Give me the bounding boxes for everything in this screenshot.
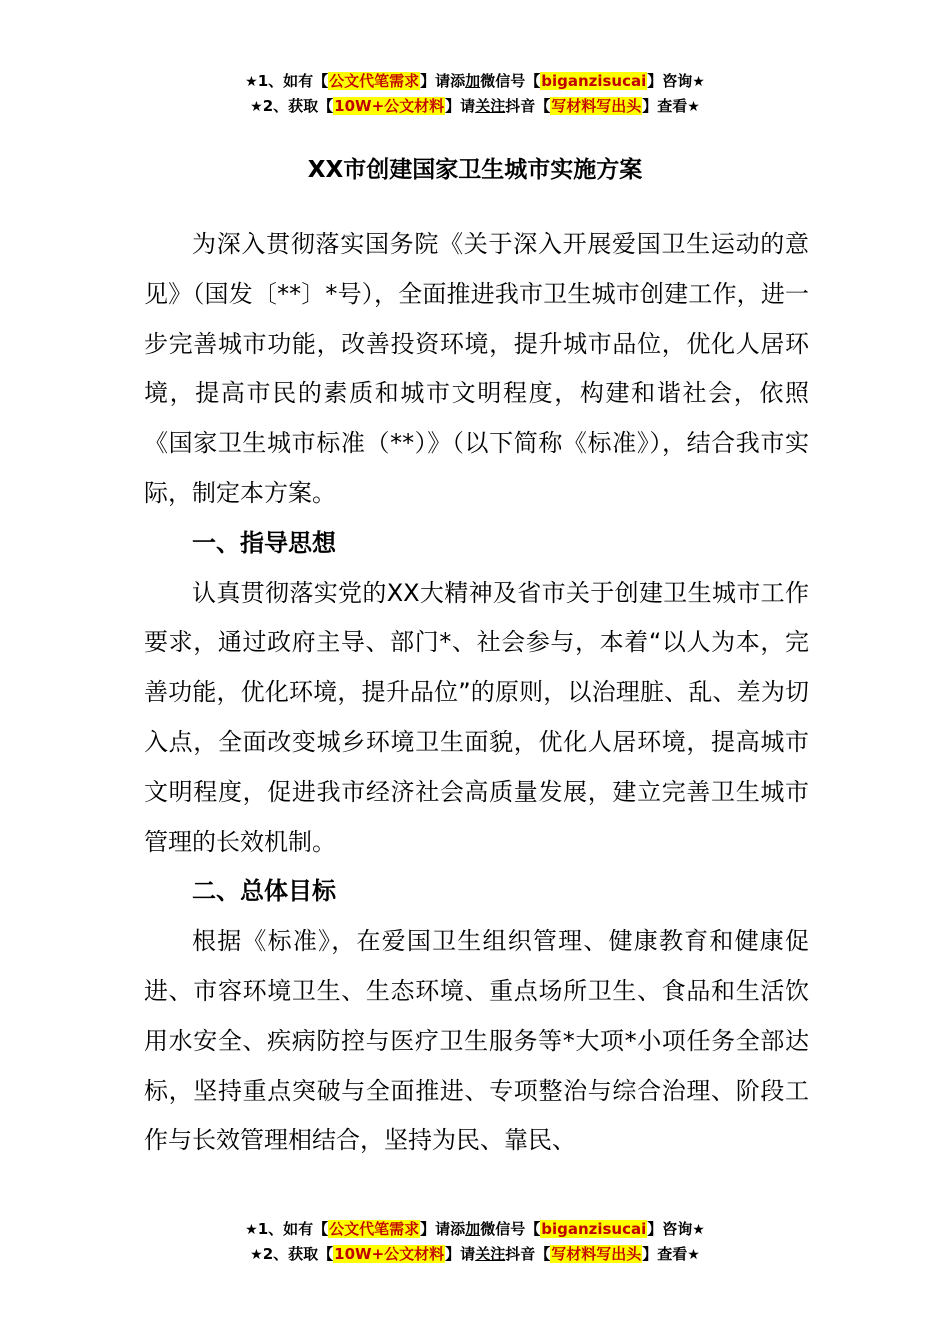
banner-underlined: 关注 (475, 97, 506, 115)
banner-highlight: biganzisucai (541, 1220, 647, 1238)
section-paragraph-1: 认真贯彻落实党的XX大精神及省市关于创建卫生城市工作要求，通过政府主导、部门*、社会参与，本着“以人为本，完善功能，优化环境，提升品位”的原则，以治理脏、乱、差为切入点，全面改变城乡环境卫生面貌，优化人居环境，提高城市文明程度，促进我市经济社会高质量发展，建立完善卫生城市管理的长效机制。 (144, 578, 809, 856)
banner-text: 1、如有【 (257, 72, 329, 90)
banner-highlight: 10W+公文材料 (334, 1245, 445, 1263)
banner-underlined: 加 (465, 72, 481, 90)
star-icon: ★ (692, 1222, 705, 1238)
star-icon: ★ (692, 74, 705, 90)
banner-highlight: biganzisucai (541, 72, 647, 90)
banner-text: 抖音【 (505, 97, 551, 115)
footer-banner (0, 1217, 950, 1267)
banner-text: 】请 (445, 97, 476, 115)
document-title: XX市创建国家卫生城市实施方案 (307, 157, 643, 183)
banner-highlight: 公文代笔需求 (329, 1220, 420, 1238)
banner-line-2 (0, 1242, 950, 1267)
banner-text: 】请添 (420, 1220, 466, 1238)
banner-text: 2、获取【 (262, 97, 334, 115)
section-heading-1: 一、指导思想 (192, 528, 336, 557)
banner-line-1 (0, 69, 950, 94)
star-icon: ★ (245, 74, 258, 90)
banner-text: 】请添 (420, 72, 466, 90)
star-icon: ★ (245, 1222, 258, 1238)
document-body (144, 220, 809, 1166)
banner-text: 1、如有【 (257, 1220, 329, 1238)
banner-line-1 (0, 1217, 950, 1242)
banner-underlined: 关注 (475, 1245, 506, 1263)
banner-highlight: 公文代笔需求 (329, 72, 420, 90)
banner-highlight: 写材料写出头 (551, 97, 642, 115)
intro-paragraph: 为深入贯彻落实国务院《关于深入开展爱国卫生运动的意见》（国发〔**〕*号），全面推进我市卫生城市创建工作，进一步完善城市功能，改善投资环境，提升城市品位，优化人居环境，提高市民的素质和城市文明程度，构建和谐社会，依照《国家卫生城市标准（**）》（以下简称《标准》），结合我市实际，制定本方案。 (144, 230, 809, 507)
star-icon: ★ (250, 99, 263, 115)
banner-text: 微信号【 (480, 72, 541, 90)
section-heading-2: 二、总体目标 (192, 877, 336, 906)
banner-text: 2、获取【 (262, 1245, 334, 1263)
banner-text: 】咨询 (647, 1220, 693, 1238)
banner-underlined: 加 (465, 1220, 481, 1238)
header-banner (0, 69, 950, 119)
banner-text: 】查看 (642, 1245, 688, 1263)
banner-text: 】查看 (642, 97, 688, 115)
banner-highlight: 写材料写出头 (551, 1245, 642, 1263)
banner-text: 抖音【 (505, 1245, 551, 1263)
star-icon: ★ (687, 99, 700, 115)
banner-text: 微信号【 (480, 1220, 541, 1238)
section-paragraph-2: 根据《标准》，在爱国卫生组织管理、健康教育和健康促进、市容环境卫生、生态环境、重点场所卫生、食品和生活饮用水安全、疾病防控与医疗卫生服务等*大项*小项任务全部达标，坚持重点突破与全面推进、专项整治与综合治理、阶段工作与长效管理相结合，坚持为民、靠民、 (144, 927, 809, 1155)
star-icon: ★ (687, 1247, 700, 1263)
banner-text: 】请 (445, 1245, 476, 1263)
banner-highlight: 10W+公文材料 (334, 97, 445, 115)
banner-text: 】咨询 (647, 72, 693, 90)
banner-line-2 (0, 94, 950, 119)
star-icon: ★ (250, 1247, 263, 1263)
